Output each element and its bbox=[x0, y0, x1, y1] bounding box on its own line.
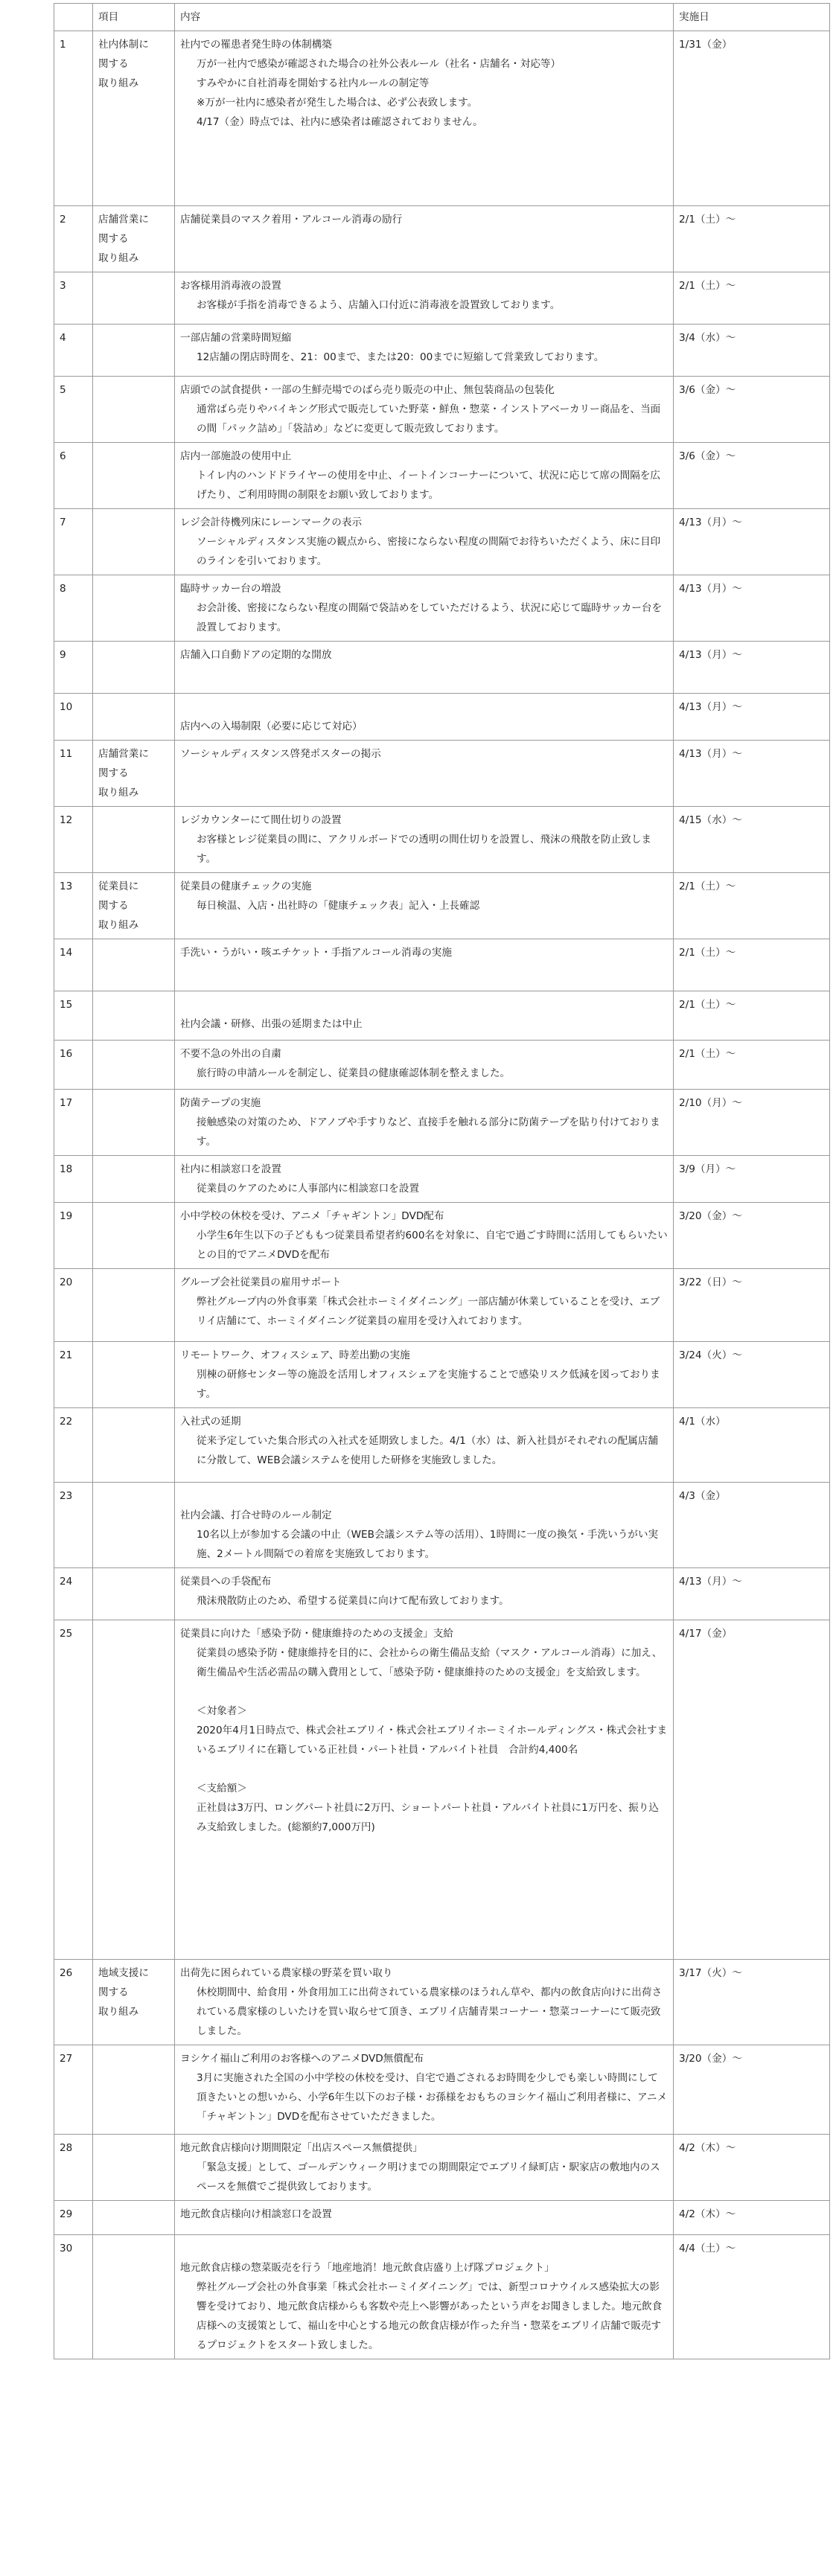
row-number: 25 bbox=[54, 1620, 93, 1960]
row-date: 1/31（金） bbox=[674, 31, 830, 206]
row-content bbox=[175, 443, 674, 509]
row-date: 2/10（月）～ bbox=[674, 1090, 830, 1156]
measure-detail: 2020年4月1日時点で、株式会社エブリイ・株式会社エブリイホーミイホールディングス・株式会社すまいるエブリイに在籍している正社員・パート社員・アルバイト社員 合計約4,400名 bbox=[197, 1725, 668, 1756]
category-label: 店舗営業に 関する 取り組み bbox=[98, 748, 149, 799]
row-date: 4/13（月）～ bbox=[674, 509, 830, 575]
row-category bbox=[93, 939, 175, 991]
row-number: 17 bbox=[54, 1090, 93, 1156]
row-category bbox=[93, 1960, 175, 2045]
row-content bbox=[175, 1090, 674, 1156]
row-category bbox=[93, 206, 175, 272]
row-date: 3/17（火）～ bbox=[674, 1960, 830, 2045]
measure-title: 社内に相談窓口を設置 bbox=[180, 1163, 281, 1175]
measure-title: 小中学校の休校を受け、アニメ「チャギントン」DVD配布 bbox=[180, 1210, 444, 1222]
table-row bbox=[54, 1090, 830, 1156]
row-number: 16 bbox=[54, 1041, 93, 1090]
table-row bbox=[54, 2201, 830, 2235]
table-row bbox=[54, 1269, 830, 1342]
row-date: 2/1（土）～ bbox=[674, 991, 830, 1041]
row-date: 4/13（月）～ bbox=[674, 694, 830, 741]
row-content bbox=[175, 1568, 674, 1620]
row-date: 3/20（金）～ bbox=[674, 1203, 830, 1269]
row-content bbox=[175, 939, 674, 991]
row-category bbox=[93, 2235, 175, 2359]
measure-detail: 従業員のケアのために人事部内に相談窓口を設置 bbox=[197, 1183, 420, 1195]
measure-title: 社内会議、打合せ時のルール制定 bbox=[180, 1509, 332, 1521]
table-row bbox=[54, 2235, 830, 2359]
measure-title: 店舗入口自動ドアの定期的な開放 bbox=[180, 649, 332, 661]
row-category bbox=[93, 509, 175, 575]
row-date: 4/15（水）～ bbox=[674, 807, 830, 873]
measure-title: 従業員への手袋配布 bbox=[180, 1576, 272, 1588]
measure-detail: 正社員は3万円、ロングパート社員に2万円、ショートパート社員・アルバイト社員に1万円を、振り込み支給致しました。(総額約7,000万円) bbox=[197, 1802, 659, 1833]
row-category bbox=[93, 1568, 175, 1620]
measure-title: 店舗従業員のマスク着用・アルコール消毒の励行 bbox=[180, 214, 403, 226]
row-content bbox=[175, 642, 674, 694]
category-label: 店舗営業に 関する 取り組み bbox=[98, 214, 149, 264]
table-row bbox=[54, 741, 830, 807]
measure-detail: 飛沫飛散防止のため、希望する従業員に向けて配布致しております。 bbox=[197, 1595, 509, 1607]
measure-detail: お客様とレジ従業員の間に、アクリルボードでの透明の間仕切りを設置し、飛沫の飛散を防止致します。 bbox=[197, 834, 651, 865]
measures-table bbox=[54, 3, 830, 2359]
measure-title: 店内への入場制限（必要に応じて対応） bbox=[180, 720, 363, 732]
table-row bbox=[54, 1568, 830, 1620]
row-content bbox=[175, 1156, 674, 1203]
row-date: 4/13（月）～ bbox=[674, 1568, 830, 1620]
row-date: 4/13（月）～ bbox=[674, 642, 830, 694]
table-row bbox=[54, 939, 830, 991]
measure-title: 店頭での試食提供・一部の生鮮売場でのばら売り販売の中止、無包装商品の包装化 bbox=[180, 384, 555, 396]
row-number: 26 bbox=[54, 1960, 93, 2045]
row-date: 3/6（金）～ bbox=[674, 377, 830, 443]
header-date: 実施日 bbox=[674, 4, 830, 31]
table-row bbox=[54, 1156, 830, 1203]
row-category bbox=[93, 2045, 175, 2135]
table-row bbox=[54, 509, 830, 575]
row-content bbox=[175, 694, 674, 741]
row-category bbox=[93, 325, 175, 377]
measure-detail: 万が一社内で感染が確認された場合の社外公表ルール（社名・店舗名・対応等） bbox=[197, 58, 561, 70]
row-number: 28 bbox=[54, 2135, 93, 2201]
table-row bbox=[54, 31, 830, 206]
spacer bbox=[180, 995, 668, 1014]
measure-detail: ＜支給額＞ bbox=[197, 1783, 247, 1794]
row-date: 3/6（金）～ bbox=[674, 443, 830, 509]
measure-detail: 小学生6年生以下の子どももつ従業員希望者約600名を対象に、自宅で過ごす時間に活用してもらいたいとの目的でアニメDVDを配布 bbox=[197, 1230, 668, 1261]
table-row bbox=[54, 1041, 830, 1090]
row-category bbox=[93, 1269, 175, 1342]
row-number: 3 bbox=[54, 272, 93, 325]
row-number: 9 bbox=[54, 642, 93, 694]
row-content bbox=[175, 741, 674, 807]
row-date: 4/3（金） bbox=[674, 1483, 830, 1568]
measure-detail: ※万が一社内に感染者が発生した場合は、必ず公表致します。 bbox=[197, 97, 478, 109]
row-content bbox=[175, 2135, 674, 2201]
measure-title: 社内会議・研修、出張の延期または中止 bbox=[180, 1018, 363, 1030]
table-row bbox=[54, 1960, 830, 2045]
row-date: 4/17（金） bbox=[674, 1620, 830, 1960]
row-date: 4/4（土）～ bbox=[674, 2235, 830, 2359]
row-number: 10 bbox=[54, 694, 93, 741]
table-header-row bbox=[54, 4, 830, 31]
header-no bbox=[54, 4, 93, 31]
measure-detail: 3月に実施された全国の小中学校の休校を受け、自宅で過ごされるお時間を少しでも楽しい時間にして頂きたいとの想いから、小学6年生以下のお子様・お孫様をおもちのヨシケイ福山ご利用者様に、アニメ「チャギントン」DVDを配布させていただきました。 bbox=[197, 2072, 668, 2123]
row-number: 24 bbox=[54, 1568, 93, 1620]
measure-detail: 弊社グループ会社の外食事業「株式会社ホーミイダイニング」では、新型コロナウイルス感染拡大の影響を受けており、地元飲食店様からも客数や売上へ影響があったという声をお聞きしました。地元飲食店様への支援策として、福山を中心とする地元の飲食店様が作った弁当・惣菜をエブリイ店舗で販売するプロジェクトをスタート致しました。 bbox=[197, 2281, 663, 2351]
row-date: 2/1（土）～ bbox=[674, 939, 830, 991]
row-number: 2 bbox=[54, 206, 93, 272]
measure-title: 従業員に向けた「感染予防・健康維持のための支援金」支給 bbox=[180, 1628, 454, 1640]
table-row bbox=[54, 2045, 830, 2135]
row-number: 8 bbox=[54, 575, 93, 642]
row-date: 3/9（月）～ bbox=[674, 1156, 830, 1203]
measure-detail: 別棟の研修センター等の施設を活用しオフィスシェアを実施することで感染リスク低減を図っております。 bbox=[197, 1369, 660, 1400]
measure-title: リモートワーク、オフィスシェア、時差出勤の実施 bbox=[180, 1349, 410, 1361]
row-category bbox=[93, 1620, 175, 1960]
table-row bbox=[54, 1620, 830, 1960]
row-content bbox=[175, 377, 674, 443]
row-content bbox=[175, 991, 674, 1041]
measure-detail: 毎日検温、入店・出社時の「健康チェック表」記入・上長確認 bbox=[197, 900, 480, 912]
row-date: 4/1（水） bbox=[674, 1408, 830, 1483]
header-content: 内容 bbox=[175, 4, 674, 31]
measure-detail: 旅行時の申請ルールを制定し、従業員の健康確認体制を整えました。 bbox=[197, 1067, 511, 1079]
measure-title: 防菌テープの実施 bbox=[180, 1097, 261, 1109]
row-content bbox=[175, 1041, 674, 1090]
row-date: 4/13（月）～ bbox=[674, 575, 830, 642]
table-row bbox=[54, 1203, 830, 1269]
measure-detail: 10名以上が参加する会議の中止（WEB会議システム等の活用）、1時間に一度の換気・手洗いうがい実施、2メートル間隔での着席を実施致しております。 bbox=[197, 1529, 659, 1560]
row-category bbox=[93, 31, 175, 206]
row-date: 2/1（土）～ bbox=[674, 272, 830, 325]
row-content bbox=[175, 1342, 674, 1408]
category-label: 従業員に 関する 取り組み bbox=[98, 880, 139, 931]
spacer bbox=[180, 2239, 668, 2258]
measure-detail: お客様が手指を消毒できるよう、店舗入口付近に消毒液を設置致しております。 bbox=[197, 299, 561, 311]
row-number: 11 bbox=[54, 741, 93, 807]
row-number: 29 bbox=[54, 2201, 93, 2235]
row-content bbox=[175, 1620, 674, 1960]
table-row bbox=[54, 272, 830, 325]
measure-title: ソーシャルディスタンス啓発ポスターの掲示 bbox=[180, 748, 381, 760]
row-content bbox=[175, 2235, 674, 2359]
measure-title: 地元飲食店様向け相談窓口を設置 bbox=[180, 2208, 332, 2220]
row-category bbox=[93, 741, 175, 807]
measure-detail: すみやかに自社消毒を開始する社内ルールの制定等 bbox=[197, 77, 430, 89]
row-date: 2/1（土）～ bbox=[674, 206, 830, 272]
row-number: 15 bbox=[54, 991, 93, 1041]
row-date: 4/2（木）～ bbox=[674, 2135, 830, 2201]
row-content bbox=[175, 2201, 674, 2235]
row-category bbox=[93, 991, 175, 1041]
table-row bbox=[54, 377, 830, 443]
spacer bbox=[180, 1486, 668, 1506]
row-category bbox=[93, 873, 175, 939]
row-category bbox=[93, 694, 175, 741]
measure-detail bbox=[180, 1760, 668, 1779]
measure-title: 一部店舗の営業時間短縮 bbox=[180, 332, 292, 344]
row-category bbox=[93, 1156, 175, 1203]
measure-detail: 従業員の感染予防・健康維持を目的に、会社からの衛生備品支給（マスク・アルコール消毒）に加え、衛生備品や生活必需品の購入費用として、「感染予防・健康維持のための支援金」を支給致します。 bbox=[197, 1647, 663, 1678]
table-row bbox=[54, 206, 830, 272]
row-content bbox=[175, 325, 674, 377]
row-category bbox=[93, 377, 175, 443]
measure-detail: 従来予定していた集合形式の入社式を延期致しました。4/1（水）は、新入社員がそれぞれの配属店舗に分散して、WEB会議システムを使用した研修を実施致しました。 bbox=[197, 1435, 658, 1466]
row-date: 3/24（火）～ bbox=[674, 1342, 830, 1408]
category-label: 地域支援に 関する 取り組み bbox=[98, 1967, 149, 2018]
row-number: 5 bbox=[54, 377, 93, 443]
table-row bbox=[54, 991, 830, 1041]
row-number: 1 bbox=[54, 31, 93, 206]
row-category bbox=[93, 2135, 175, 2201]
row-content bbox=[175, 1483, 674, 1568]
row-date: 2/1（土）～ bbox=[674, 873, 830, 939]
measure-title: 出荷先に困られている農家様の野菜を買い取り bbox=[180, 1967, 393, 1979]
row-number: 19 bbox=[54, 1203, 93, 1269]
row-category bbox=[93, 1090, 175, 1156]
row-category bbox=[93, 575, 175, 642]
table-row bbox=[54, 1342, 830, 1408]
row-number: 27 bbox=[54, 2045, 93, 2135]
measure-title: お客様用消毒液の設置 bbox=[180, 280, 281, 292]
category-label: 社内体制に 関する 取り組み bbox=[98, 39, 149, 89]
spacer bbox=[180, 697, 668, 717]
measure-title: グループ会社従業員の雇用サポート bbox=[180, 1276, 342, 1288]
row-category bbox=[93, 807, 175, 873]
row-date: 2/1（土）～ bbox=[674, 1041, 830, 1090]
table-row bbox=[54, 1408, 830, 1483]
table-row bbox=[54, 642, 830, 694]
table-row bbox=[54, 2135, 830, 2201]
row-number: 22 bbox=[54, 1408, 93, 1483]
row-content bbox=[175, 807, 674, 873]
measure-title: ヨシケイ福山ご利用のお客様へのアニメDVD無償配布 bbox=[180, 2053, 424, 2065]
measure-detail: 弊社グループ内の外食事業「株式会社ホーミイダイニング」一部店舗が休業していることを受け、エブリイ店舗にて、ホーミイダイニング従業員の雇用を受け入れております。 bbox=[197, 1296, 660, 1327]
row-number: 14 bbox=[54, 939, 93, 991]
measure-detail: 休校期間中、給食用・外食用加工に出荷されている農家様のほうれん草や、都内の飲食店向けに出荷されている農家様のしいたけを買い取らせて頂き、エブリイ店舗青果コーナー・惣菜コーナーにて販売致しました。 bbox=[197, 1987, 663, 2037]
measure-title: 手洗い・うがい・咳エチケット・手指アルコール消毒の実施 bbox=[180, 947, 452, 959]
row-date: 4/13（月）～ bbox=[674, 741, 830, 807]
measure-title: 店内一部施設の使用中止 bbox=[180, 450, 292, 462]
measure-detail: ソーシャルディスタンス実施の観点から、密接にならない程度の間隔でお待ちいただくよう、床に目印のラインを引いております。 bbox=[197, 536, 661, 567]
row-content bbox=[175, 272, 674, 325]
measure-title: 不要不急の外出の自粛 bbox=[180, 1048, 281, 1060]
row-category bbox=[93, 1483, 175, 1568]
row-content bbox=[175, 1203, 674, 1269]
table-row bbox=[54, 443, 830, 509]
table-row bbox=[54, 575, 830, 642]
row-date: 3/22（日）～ bbox=[674, 1269, 830, 1342]
table-body bbox=[54, 31, 830, 2359]
row-date: 3/20（金）～ bbox=[674, 2045, 830, 2135]
row-category bbox=[93, 1342, 175, 1408]
measure-detail: ＜対象者＞ bbox=[197, 1705, 247, 1717]
table-row bbox=[54, 1483, 830, 1568]
table-row bbox=[54, 325, 830, 377]
row-number: 4 bbox=[54, 325, 93, 377]
row-number: 21 bbox=[54, 1342, 93, 1408]
row-number: 7 bbox=[54, 509, 93, 575]
measure-detail: トイレ内のハンドドライヤーの使用を中止、イートインコーナーについて、状況に応じて席の間隔を広げたり、ご利用時間の制限をお願い致しております。 bbox=[197, 470, 660, 501]
row-content bbox=[175, 1408, 674, 1483]
measure-title: 入社式の延期 bbox=[180, 1416, 241, 1428]
measure-detail: 通常ばら売りやバイキング形式で販売していた野菜・鮮魚・惣菜・インストアベーカリー商品を、当面の間「パック詰め」「袋詰め」などに変更して販売致しております。 bbox=[197, 403, 661, 435]
header-item: 項目 bbox=[93, 4, 175, 31]
row-date: 3/4（水）～ bbox=[674, 325, 830, 377]
row-category bbox=[93, 642, 175, 694]
row-number: 23 bbox=[54, 1483, 93, 1568]
row-category bbox=[93, 1041, 175, 1090]
row-category bbox=[93, 272, 175, 325]
measure-detail: お会計後、密接にならない程度の間隔で袋詰めをしていただけるよう、状況に応じて臨時サッカー台を設置しております。 bbox=[197, 602, 663, 633]
measure-detail bbox=[180, 1682, 668, 1701]
row-number: 20 bbox=[54, 1269, 93, 1342]
measure-title: 地元飲食店様の惣菜販売を行う「地産地消！地元飲食店盛り上げ隊プロジェクト」 bbox=[180, 2262, 555, 2274]
measure-title: レジ会計待機列床にレーンマークの表示 bbox=[180, 517, 363, 528]
table-row bbox=[54, 807, 830, 873]
row-category bbox=[93, 2201, 175, 2235]
measure-detail: 12店舗の閉店時間を、21：00まで、または20：00までに短縮して営業致しております。 bbox=[197, 351, 604, 363]
row-number: 18 bbox=[54, 1156, 93, 1203]
row-category bbox=[93, 1203, 175, 1269]
row-number: 13 bbox=[54, 873, 93, 939]
table-row bbox=[54, 873, 830, 939]
measure-detail: 4/17（金）時点では、社内に感染者は確認されておりません。 bbox=[197, 116, 483, 128]
row-category bbox=[93, 443, 175, 509]
row-content bbox=[175, 1960, 674, 2045]
row-content bbox=[175, 1269, 674, 1342]
row-category bbox=[93, 1408, 175, 1483]
row-content bbox=[175, 206, 674, 272]
row-number: 6 bbox=[54, 443, 93, 509]
row-content bbox=[175, 575, 674, 642]
table-row bbox=[54, 694, 830, 741]
row-number: 30 bbox=[54, 2235, 93, 2359]
row-date: 4/2（木）～ bbox=[674, 2201, 830, 2235]
measure-title: 臨時サッカー台の増設 bbox=[180, 583, 281, 595]
measure-title: 従業員の健康チェックの実施 bbox=[180, 880, 312, 892]
measure-detail: 「緊急支援」として、ゴールデンウィーク明けまでの期間限定でエブリイ緑町店・駅家店の敷地内のスペースを無償でご提供致しております。 bbox=[197, 2161, 660, 2193]
measure-title: レジカウンターにて間仕切りの設置 bbox=[180, 814, 342, 826]
row-content bbox=[175, 509, 674, 575]
measure-detail: 接触感染の対策のため、ドアノブや手すりなど、直接手を触れる部分に防菌テープを貼り付けております。 bbox=[197, 1116, 660, 1148]
row-number: 12 bbox=[54, 807, 93, 873]
row-content bbox=[175, 31, 674, 206]
measure-title: 地元飲食店様向け期間限定「出店スペース無償提供」 bbox=[180, 2142, 423, 2154]
measure-title: 社内での罹患者発生時の体制構築 bbox=[180, 39, 332, 51]
row-content bbox=[175, 2045, 674, 2135]
row-content bbox=[175, 873, 674, 939]
